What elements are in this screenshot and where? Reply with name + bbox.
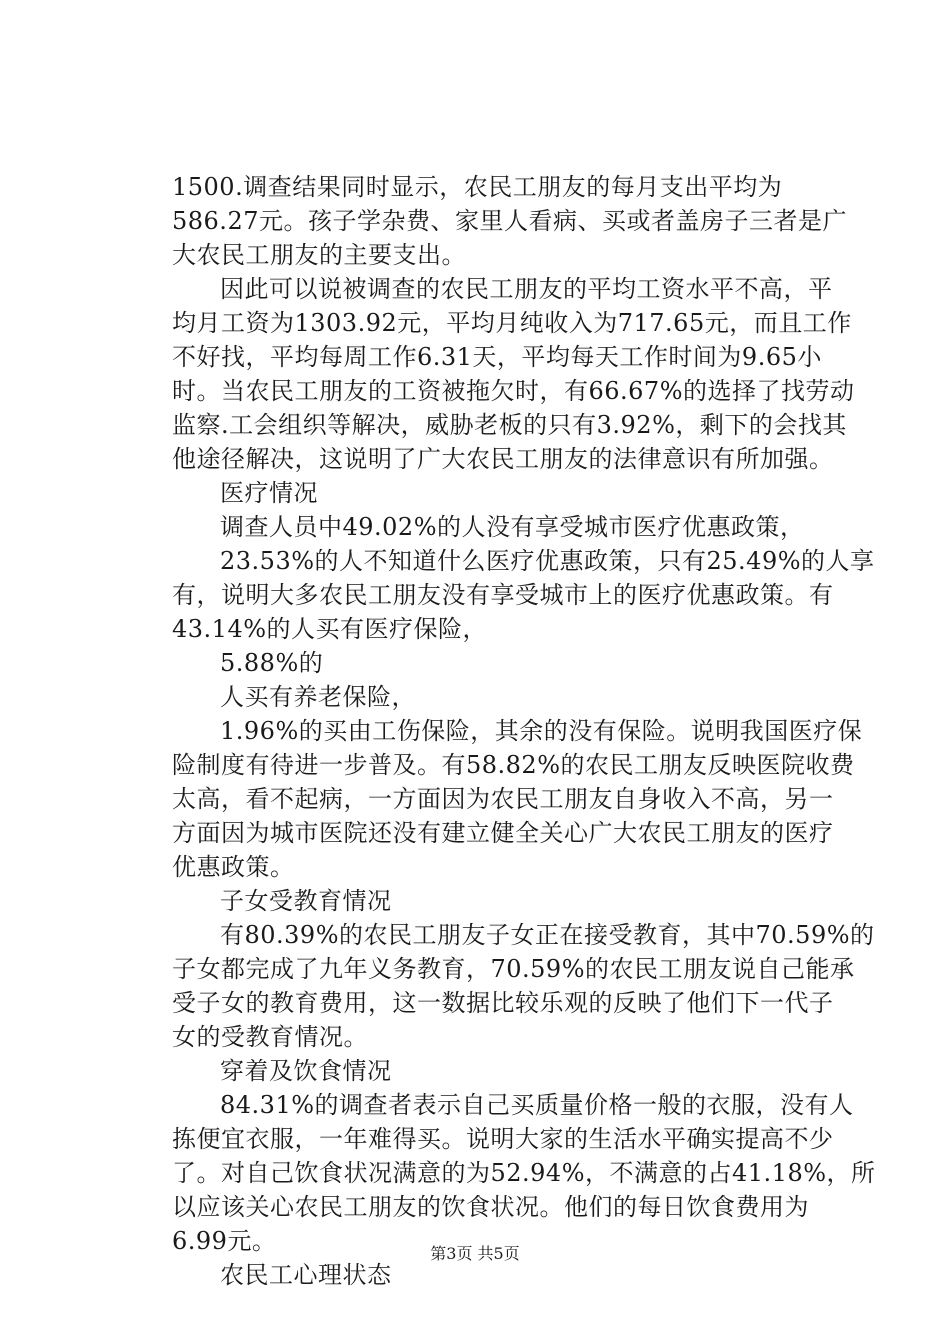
text-line: 穿着及饮食情况: [220, 1057, 392, 1085]
text-line: 拣便宜衣服，一年难得买。说明大家的生活水平确实提高不少: [172, 1125, 834, 1153]
text-line: 优惠政策。: [172, 853, 295, 881]
text-line: 6.99元。: [172, 1227, 277, 1255]
page-number-footer: 第3页 共5页: [430, 1244, 520, 1263]
text-line: 5.88%的: [220, 649, 324, 677]
text-line: 太高，看不起病，一方面因为农民工朋友自身收入不高，另一: [172, 785, 834, 813]
text-line: 23.53%的人不知道什么医疗优惠政策，只有25.49%的人享: [220, 547, 875, 575]
text-line: 因此可以说被调查的农民工朋友的平均工资水平不高，平: [220, 275, 833, 303]
text-line: 受子女的教育费用，这一数据比较乐观的反映了他们下一代子: [172, 989, 834, 1017]
text-line: 时。当农民工朋友的工资被拖欠时，有66.67%的选择了找劳动: [172, 377, 855, 405]
text-line: 监察.工会组织等解决，威胁老板的只有3.92%，剩下的会找其: [172, 411, 847, 439]
text-line: 了。对自己饮食状况满意的为52.94%，不满意的占41.18%，所: [172, 1159, 876, 1187]
text-line: 女的受教育情况。: [172, 1023, 368, 1051]
text-line: 以应该关心农民工朋友的饮食状况。他们的每日饮食费用为: [172, 1193, 809, 1221]
document-body: [172, 170, 876, 1292]
text-line: 大农民工朋友的主要支出。: [172, 241, 466, 269]
text-line: 方面因为城市医院还没有建立健全关心广大农民工朋友的医疗: [172, 819, 834, 847]
text-line: 医疗情况: [220, 479, 318, 507]
text-line: 调查人员中49.02%的人没有享受城市医疗优惠政策，: [220, 513, 805, 541]
text-line: 险制度有待进一步普及。有58.82%的农民工朋友反映医院收费: [172, 751, 855, 779]
text-line: 他途径解决，这说明了广大农民工朋友的法律意识有所加强。: [172, 445, 834, 473]
text-line: 84.31%的调查者表示自己买质量价格一般的衣服，没有人: [220, 1091, 854, 1119]
text-line: 子女都完成了九年义务教育，70.59%的农民工朋友说自己能承: [172, 955, 855, 983]
text-line: 586.27元。孩子学杂费、家里人看病、买或者盖房子三者是广: [172, 207, 847, 235]
text-line: 43.14%的人买有医疗保险，: [172, 615, 488, 643]
text-line: 人买有养老保险，: [220, 683, 416, 711]
text-line: 1.96%的买由工伤保险，其余的没有保险。说明我国医疗保: [220, 717, 863, 745]
text-line: 1500.调查结果同时显示，农民工朋友的每月支出平均为: [172, 173, 783, 201]
text-line: 均月工资为1303.92元，平均月纯收入为717.65元，而且工作: [172, 309, 852, 337]
text-line: 农民工心理状态: [220, 1261, 392, 1289]
text-line: 子女受教育情况: [220, 887, 392, 915]
text-line: 不好找，平均每周工作6.31天，平均每天工作时间为9.65小: [172, 343, 822, 371]
text-line: 有，说明大多农民工朋友没有享受城市上的医疗优惠政策。有: [172, 581, 834, 609]
text-line: 有80.39%的农民工朋友子女正在接受教育，其中70.59%的: [220, 921, 875, 949]
